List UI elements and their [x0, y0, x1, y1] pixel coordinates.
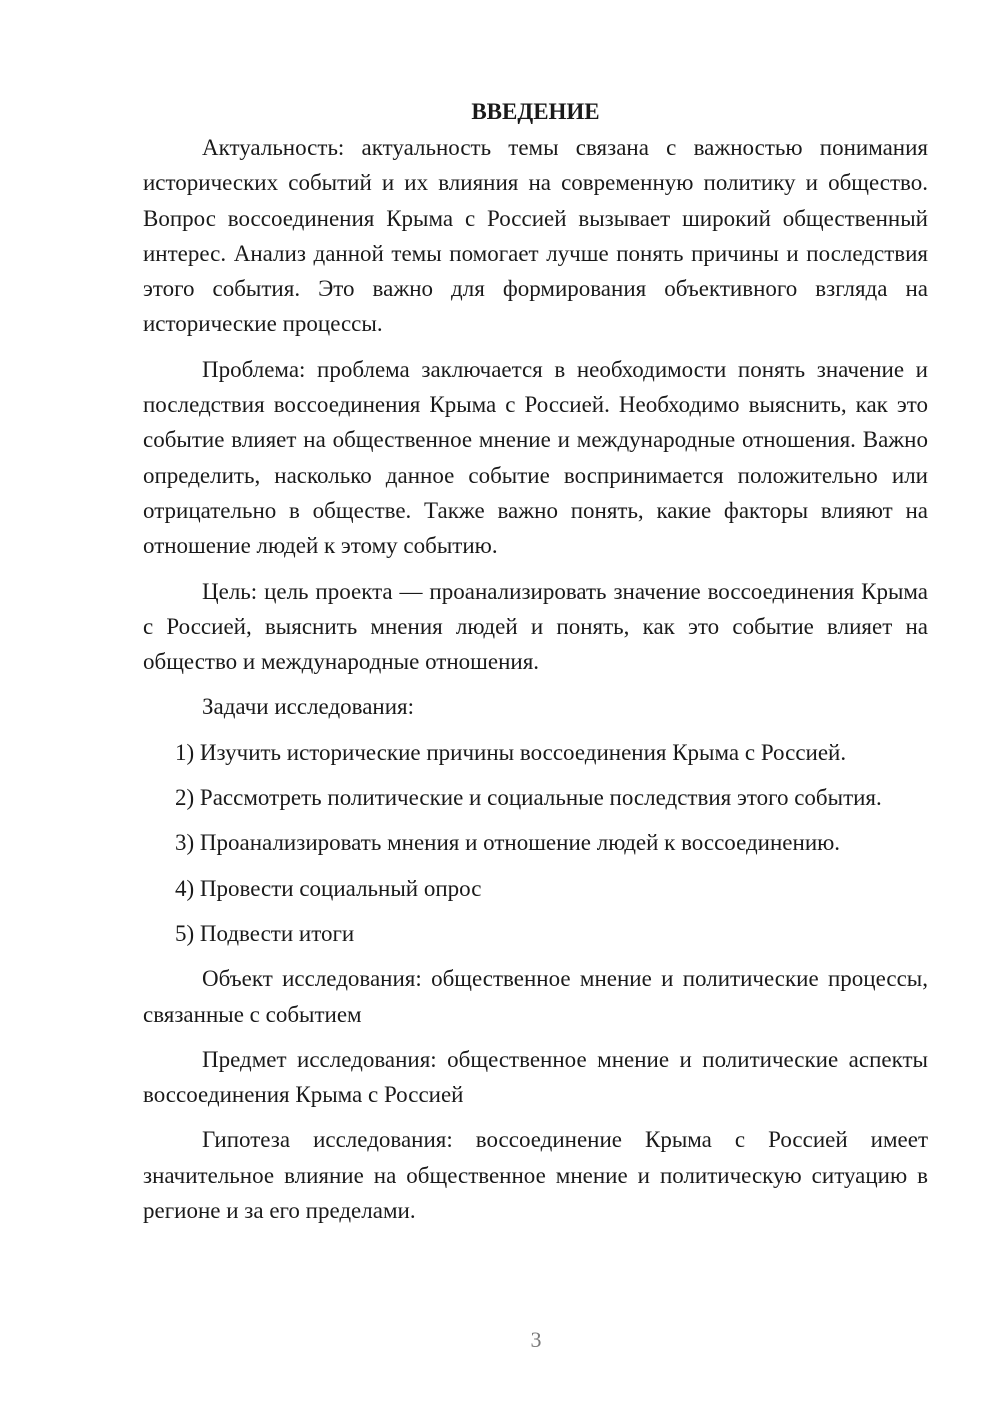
tasks-heading: Задачи исследования:: [202, 694, 415, 720]
task-item: 4) Провести социальный опрос: [175, 875, 482, 901]
task-item: 1) Изучить исторические причины воссоединения Крыма с Россией.: [175, 739, 847, 765]
object-paragraph: Объект исследования: общественное мнение и политические процессы, связанные с событием: [143, 966, 928, 1027]
problem-paragraph: Проблема: проблема заключается в необходимости понять значение и последствия воссоединения Крыма с Россией. Необходимо выяснить, как это событие влияет на общественное мнение и международные отношения. Важно определить, насколько данное событие воспринимается положительно или отрицательно в обществе. Также важно понять, какие факторы влияют на отношение людей к этому событию.: [143, 356, 928, 559]
document-page: [143, 94, 928, 1228]
task-item: 3) Проанализировать мнения и отношение людей к воссоединению.: [175, 830, 841, 856]
subject-paragraph: Предмет исследования: общественное мнение и политические аспекты воссоединения Крыма с Россией: [143, 1046, 928, 1108]
task-item: 5) Подвести итоги: [175, 920, 355, 946]
goal-paragraph: Цель: цель проекта — проанализировать значение воссоединения Крыма с Россией, выяснить мнения людей и понять, как это событие влияет на общество и международные отношения.: [143, 578, 928, 675]
relevance-paragraph: Актуальность: актуальность темы связана с важностью понимания исторических событий и их влияния на современную политику и общество. Вопрос воссоединения Крыма с Россией вызывает широкий общественный интерес. Анализ данной темы помогает лучше понять причины и последствия этого события. Это важно для формирования объективного взгляда на исторические процессы.: [143, 135, 928, 337]
page-title: ВВЕДЕНИЕ: [471, 99, 600, 124]
page-number: 3: [530, 1327, 542, 1352]
task-item: 2) Рассмотреть политические и социальные последствия этого события.: [175, 785, 882, 811]
hypothesis-paragraph: Гипотеза исследования: воссоединение Крыма с Россией имеет значительное влияние на общественное мнение и политическую ситуацию в регионе и за его пределами.: [143, 1127, 928, 1224]
